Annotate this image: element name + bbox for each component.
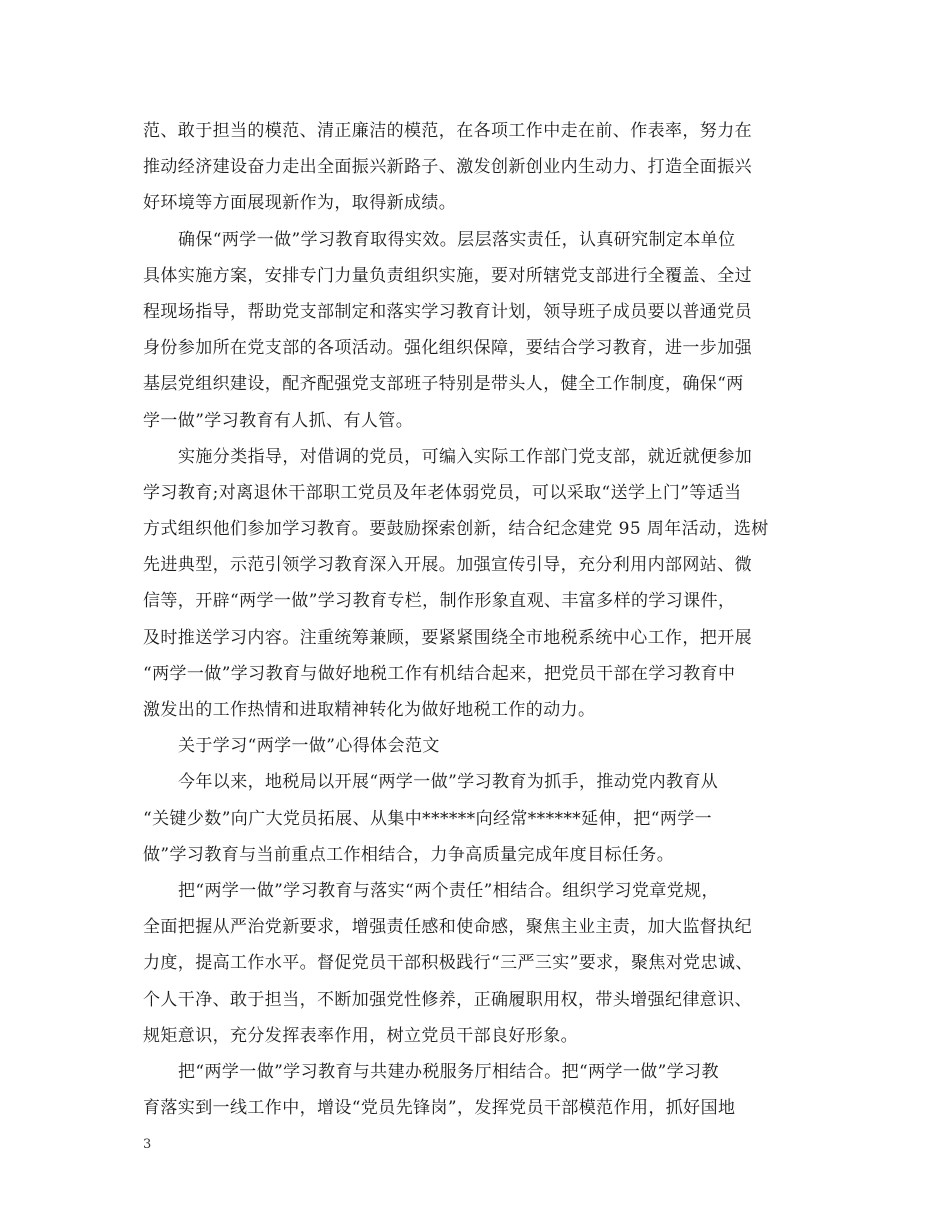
text-line: 先进典型，示范引领学习教育深入开展。加强宣传引导，充分利用内部网站、微: [143, 555, 752, 576]
text-line: 激发出的工作热情和进取精神转化为做好地税工作的动力。: [143, 700, 596, 720]
page-number: 3: [143, 1137, 152, 1152]
text-line: 范、敢于担当的模范、清正廉洁的模范，在各项工作中走在前、作表率，努力在: [143, 121, 752, 141]
text-line: “关键少数”向广大党员拓展、从集中******向经常******延伸，把“两学一: [143, 808, 713, 829]
text-line: 好环境等方面展现新作为，取得新成绩。: [143, 193, 457, 214]
text-line: 规矩意识，充分发挥表率作用，树立党员干部良好形象。: [143, 1025, 578, 1046]
text-line: 学习教育;对离退休干部职工党员及年老体弱党员，可以采取“送学上门”等适当: [143, 482, 742, 503]
text-line: “两学一做”学习教育与做好地税工作有机结合起来，把党员干部在学习教育中: [143, 663, 736, 684]
document-body: [143, 116, 823, 1129]
text-line: 做”学习教育与当前重点工作相结合，力争高质量完成年度目标任务。: [143, 844, 675, 865]
text-line: 育落实到一线工作中，增设“党员先锋岗”，发挥党员干部模范作用，抓好国地: [143, 1098, 736, 1119]
text-line: 力度，提高工作水平。督促党员干部积极践行“三严三实”要求，聚焦对党忠诚、: [143, 953, 753, 974]
text-line: 把“两学一做”学习教育与共建办税服务厅相结合。把“两学一做”学习教: [178, 1061, 719, 1082]
text-line: 推动经济建设奋力走出全面振兴新路子、激发创新创业内生动力、打造全面振兴: [143, 157, 752, 178]
text-line: 全面把握从严治党新要求，增强责任感和使命感，聚焦主业主责，加大监督执纪: [143, 917, 752, 938]
text-line: 关于学习“两学一做”心得体会范文: [178, 736, 440, 757]
text-line: 基层党组织建设，配齐配强党支部班子特别是带头人，健全工作制度，确保“两: [143, 374, 744, 395]
text-line: 程现场指导，帮助党支部制定和落实学习教育计划，领导班子成员要以普通党员: [143, 301, 752, 322]
text-line: 今年以来，地税局以开展“两学一做”学习教育为抓手，推动党内教育从: [178, 772, 719, 793]
text-line: 具体实施方案，安排专门力量负责组织实施，要对所辖党支部进行全覆盖、全过: [143, 265, 752, 286]
text-line: 方式组织他们参加学习教育。要鼓励探索创新，结合纪念建党 95 周年活动，选树: [143, 519, 769, 540]
text-line: 身份参加所在党支部的各项活动。强化组织保障，要结合学习教育，进一步加强: [143, 338, 752, 359]
text-line: 确保“两学一做”学习教育取得实效。层层落实责任，认真研究制定本单位: [178, 229, 736, 250]
text-line: 个人干净、敢于担当，不断加强党性修养，正确履职用权，带头增强纪律意识、: [143, 989, 752, 1010]
text-line: 实施分类指导，对借调的党员，可编入实际工作部门党支部，就近就便参加: [178, 446, 753, 467]
text-line: 学一做”学习教育有人抓、有人管。: [143, 410, 414, 431]
text-line: 信等，开辟“两学一做”学习教育专栏，制作形象直观、丰富多样的学习课件，: [143, 591, 736, 612]
text-line: 及时推送学习内容。注重统筹兼顾，要紧紧围绕全市地税系统中心工作，把开展: [143, 627, 752, 648]
text-line: 把“两学一做”学习教育与落实“两个责任”相结合。组织学习党章党规，: [178, 880, 719, 901]
